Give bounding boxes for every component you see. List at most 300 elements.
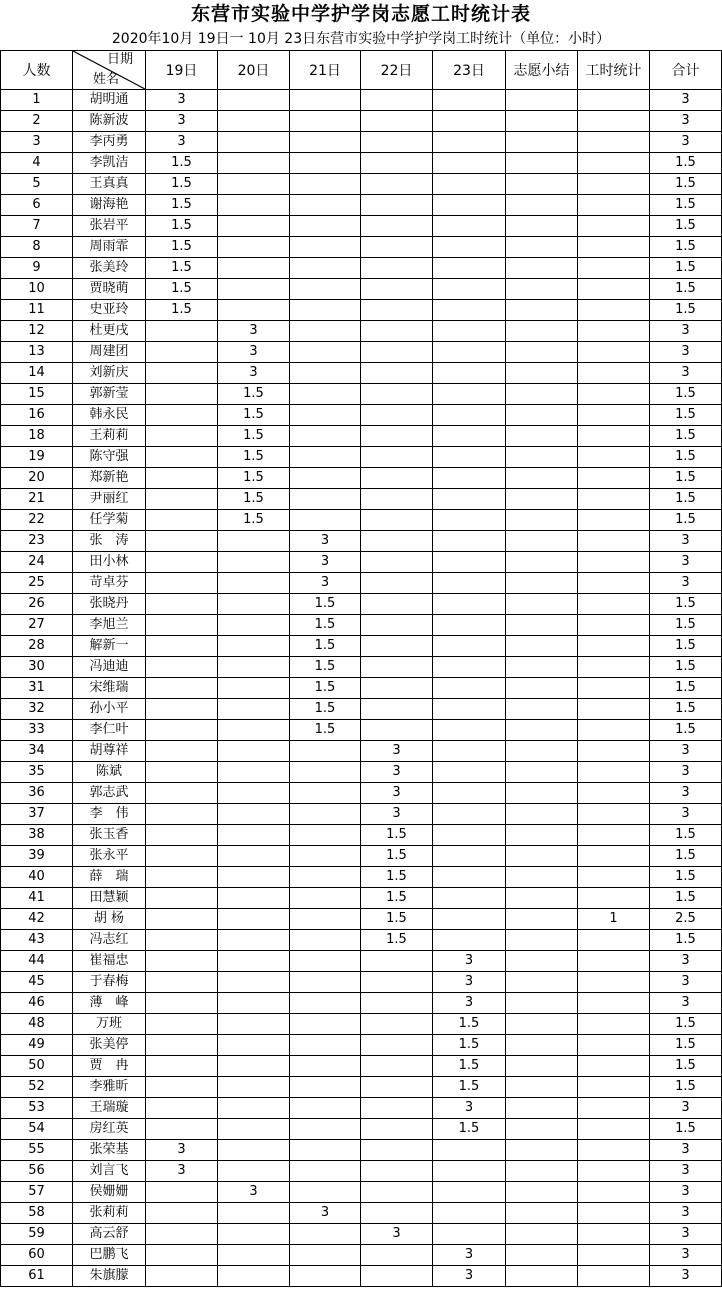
day-21-cell: 3 (290, 531, 361, 552)
day-20-cell (218, 699, 290, 720)
day-21-cell (290, 951, 361, 972)
hours-cell (578, 195, 650, 216)
table-row (1, 804, 722, 825)
hours-cell (578, 342, 650, 363)
table-row (1, 90, 722, 111)
table-row (1, 720, 722, 741)
index-cell: 18 (1, 426, 73, 447)
day-20-cell (218, 594, 290, 615)
total-cell: 1.5 (650, 384, 722, 405)
day-19-cell: 1.5 (146, 216, 218, 237)
day-20-cell (218, 300, 290, 321)
day-22-cell (361, 132, 433, 153)
day-20-cell (218, 636, 290, 657)
summary-cell (506, 195, 578, 216)
summary-cell (506, 1140, 578, 1161)
day-19-cell (146, 447, 218, 468)
total-cell: 1.5 (650, 258, 722, 279)
hours-cell (578, 1161, 650, 1182)
table-row (1, 615, 722, 636)
name-cell: 张莉莉 (73, 1203, 146, 1224)
day-20-cell (218, 846, 290, 867)
name-cell: 李旭兰 (73, 615, 146, 636)
hours-cell (578, 510, 650, 531)
day-20-cell: 3 (218, 1182, 290, 1203)
table-row (1, 132, 722, 153)
summary-cell (506, 825, 578, 846)
index-cell: 60 (1, 1245, 73, 1266)
name-cell: 郭志武 (73, 783, 146, 804)
day-19-cell (146, 909, 218, 930)
index-cell: 3 (1, 132, 73, 153)
summary-cell (506, 237, 578, 258)
table-row (1, 153, 722, 174)
day-20-cell: 1.5 (218, 384, 290, 405)
table-row (1, 279, 722, 300)
hours-cell (578, 1119, 650, 1140)
day-21-cell (290, 1140, 361, 1161)
total-cell: 1.5 (650, 426, 722, 447)
day-21-cell: 3 (290, 1203, 361, 1224)
table-row (1, 972, 722, 993)
day-21-cell (290, 384, 361, 405)
day-19-cell: 3 (146, 1140, 218, 1161)
summary-cell (506, 741, 578, 762)
name-cell: 贾 冉 (73, 1056, 146, 1077)
name-cell: 李丙勇 (73, 132, 146, 153)
day-19-cell: 1.5 (146, 279, 218, 300)
day-21-cell (290, 489, 361, 510)
name-cell: 王真真 (73, 174, 146, 195)
day-21-cell (290, 174, 361, 195)
index-cell: 52 (1, 1077, 73, 1098)
summary-cell (506, 1056, 578, 1077)
day-22-cell (361, 216, 433, 237)
table-row (1, 1140, 722, 1161)
day-19-cell (146, 825, 218, 846)
summary-cell (506, 594, 578, 615)
day-20-cell (218, 174, 290, 195)
day-23-cell: 1.5 (433, 1077, 506, 1098)
hours-cell (578, 1182, 650, 1203)
index-cell: 27 (1, 615, 73, 636)
day-23-cell: 1.5 (433, 1056, 506, 1077)
day-21-cell (290, 510, 361, 531)
day-23-cell (433, 762, 506, 783)
name-cell: 张岩平 (73, 216, 146, 237)
index-cell: 55 (1, 1140, 73, 1161)
hours-cell (578, 447, 650, 468)
name-cell: 韩永民 (73, 405, 146, 426)
name-cell: 苛卓芬 (73, 573, 146, 594)
total-cell: 1.5 (650, 930, 722, 951)
index-cell: 48 (1, 1014, 73, 1035)
index-cell: 11 (1, 300, 73, 321)
day-22-cell: 1.5 (361, 888, 433, 909)
day-19-cell: 1.5 (146, 174, 218, 195)
table-row (1, 867, 722, 888)
day-22-cell (361, 258, 433, 279)
total-cell: 3 (650, 1098, 722, 1119)
day-23-cell (433, 699, 506, 720)
index-cell: 14 (1, 363, 73, 384)
table-row (1, 426, 722, 447)
table-row (1, 174, 722, 195)
summary-cell (506, 678, 578, 699)
day-21-cell (290, 468, 361, 489)
total-cell: 1.5 (650, 846, 722, 867)
index-cell: 22 (1, 510, 73, 531)
hours-cell (578, 363, 650, 384)
index-cell: 38 (1, 825, 73, 846)
day-20-cell (218, 825, 290, 846)
summary-cell (506, 867, 578, 888)
day-23-cell (433, 636, 506, 657)
name-cell: 朱旗朦 (73, 1266, 146, 1287)
day-23-cell (433, 657, 506, 678)
day-22-cell: 1.5 (361, 867, 433, 888)
hours-cell (578, 552, 650, 573)
day-20-cell: 3 (218, 363, 290, 384)
day-21-cell (290, 321, 361, 342)
name-cell: 陈新波 (73, 111, 146, 132)
name-cell: 胡明通 (73, 90, 146, 111)
table-row (1, 300, 722, 321)
day-19-cell (146, 405, 218, 426)
table-row (1, 468, 722, 489)
day-20-cell (218, 573, 290, 594)
hours-cell (578, 720, 650, 741)
name-cell: 杜更戌 (73, 321, 146, 342)
table-row (1, 699, 722, 720)
day-19-cell: 3 (146, 1161, 218, 1182)
table-row (1, 1098, 722, 1119)
day-20-cell (218, 279, 290, 300)
summary-cell (506, 552, 578, 573)
day-19-cell (146, 783, 218, 804)
day-22-cell (361, 1077, 433, 1098)
day-20-cell: 1.5 (218, 426, 290, 447)
index-cell: 15 (1, 384, 73, 405)
day-22-cell (361, 678, 433, 699)
day-23-cell: 3 (433, 993, 506, 1014)
day-21-cell: 1.5 (290, 636, 361, 657)
table-row (1, 657, 722, 678)
hours-cell (578, 699, 650, 720)
total-cell: 1.5 (650, 174, 722, 195)
index-cell: 35 (1, 762, 73, 783)
total-cell: 1.5 (650, 510, 722, 531)
day-23-cell (433, 447, 506, 468)
day-22-cell (361, 594, 433, 615)
hours-cell (578, 1035, 650, 1056)
day-23-cell (433, 1161, 506, 1182)
hours-cell (578, 783, 650, 804)
summary-cell (506, 846, 578, 867)
day-23-cell: 1.5 (433, 1119, 506, 1140)
table-row (1, 1266, 722, 1287)
day-19-cell: 3 (146, 132, 218, 153)
name-cell: 李雅昕 (73, 1077, 146, 1098)
day-23-cell (433, 573, 506, 594)
header-date-label: 日期 (106, 52, 133, 67)
summary-cell (506, 783, 578, 804)
hours-cell (578, 993, 650, 1014)
total-cell: 3 (650, 804, 722, 825)
hours-cell (578, 237, 650, 258)
day-22-cell (361, 174, 433, 195)
total-cell: 1.5 (650, 699, 722, 720)
table-row (1, 1245, 722, 1266)
total-cell: 1.5 (650, 300, 722, 321)
table-row (1, 321, 722, 342)
day-21-cell (290, 846, 361, 867)
day-19-cell (146, 678, 218, 699)
total-cell: 3 (650, 531, 722, 552)
hours-cell (578, 867, 650, 888)
summary-cell (506, 510, 578, 531)
day-20-cell (218, 90, 290, 111)
day-23-cell (433, 321, 506, 342)
day-20-cell (218, 678, 290, 699)
day-23-cell (433, 1203, 506, 1224)
table-row (1, 930, 722, 951)
index-cell: 1 (1, 90, 73, 111)
summary-cell (506, 426, 578, 447)
day-21-cell (290, 909, 361, 930)
day-23-cell (433, 1140, 506, 1161)
table-row (1, 405, 722, 426)
day-23-cell (433, 552, 506, 573)
day-22-cell: 1.5 (361, 909, 433, 930)
index-cell: 24 (1, 552, 73, 573)
day-21-cell (290, 216, 361, 237)
hours-cell (578, 930, 650, 951)
summary-cell (506, 279, 578, 300)
total-cell: 1.5 (650, 216, 722, 237)
day-21-cell (290, 1077, 361, 1098)
day-22-cell (361, 468, 433, 489)
day-22-cell (361, 993, 433, 1014)
day-20-cell (218, 1161, 290, 1182)
index-cell: 49 (1, 1035, 73, 1056)
name-cell: 张荣基 (73, 1140, 146, 1161)
name-cell: 李 伟 (73, 804, 146, 825)
summary-cell (506, 342, 578, 363)
header-day-22: 22日 (361, 51, 433, 90)
summary-cell (506, 930, 578, 951)
summary-cell (506, 972, 578, 993)
day-20-cell: 1.5 (218, 510, 290, 531)
day-20-cell (218, 1140, 290, 1161)
day-22-cell (361, 90, 433, 111)
day-19-cell (146, 1014, 218, 1035)
name-cell: 高云舒 (73, 1224, 146, 1245)
day-19-cell (146, 1077, 218, 1098)
day-22-cell (361, 153, 433, 174)
hours-cell (578, 321, 650, 342)
day-20-cell (218, 783, 290, 804)
index-cell: 50 (1, 1056, 73, 1077)
name-cell: 王瑞璇 (73, 1098, 146, 1119)
day-20-cell (218, 1056, 290, 1077)
day-23-cell (433, 216, 506, 237)
day-21-cell (290, 300, 361, 321)
index-cell: 34 (1, 741, 73, 762)
total-cell: 1.5 (650, 657, 722, 678)
total-cell: 1.5 (650, 195, 722, 216)
hours-cell (578, 594, 650, 615)
index-cell: 12 (1, 321, 73, 342)
table-row (1, 678, 722, 699)
total-cell: 1.5 (650, 1035, 722, 1056)
name-cell: 冯迪迪 (73, 657, 146, 678)
day-21-cell (290, 762, 361, 783)
day-20-cell (218, 657, 290, 678)
day-23-cell (433, 741, 506, 762)
day-20-cell (218, 1203, 290, 1224)
day-21-cell (290, 426, 361, 447)
day-23-cell (433, 342, 506, 363)
total-cell: 1.5 (650, 1119, 722, 1140)
index-cell: 32 (1, 699, 73, 720)
summary-cell (506, 1245, 578, 1266)
day-21-cell (290, 405, 361, 426)
total-cell: 2.5 (650, 909, 722, 930)
day-19-cell (146, 1182, 218, 1203)
day-22-cell (361, 1182, 433, 1203)
day-19-cell (146, 1035, 218, 1056)
summary-cell (506, 405, 578, 426)
table-row (1, 846, 722, 867)
day-23-cell (433, 384, 506, 405)
summary-cell (506, 657, 578, 678)
day-22-cell: 1.5 (361, 846, 433, 867)
day-23-cell: 1.5 (433, 1035, 506, 1056)
total-cell: 3 (650, 363, 722, 384)
total-cell: 3 (650, 972, 722, 993)
day-23-cell (433, 489, 506, 510)
day-23-cell (433, 930, 506, 951)
summary-cell (506, 636, 578, 657)
hours-cell (578, 531, 650, 552)
name-cell: 孙小平 (73, 699, 146, 720)
day-22-cell (361, 531, 433, 552)
header-date-name (73, 51, 146, 90)
name-cell: 周雨霏 (73, 237, 146, 258)
hours-cell (578, 1098, 650, 1119)
day-19-cell (146, 552, 218, 573)
summary-cell (506, 153, 578, 174)
summary-cell (506, 111, 578, 132)
day-22-cell (361, 1035, 433, 1056)
hours-cell (578, 741, 650, 762)
day-21-cell (290, 111, 361, 132)
day-21-cell (290, 804, 361, 825)
table-row (1, 258, 722, 279)
table-row (1, 363, 722, 384)
name-cell: 房红英 (73, 1119, 146, 1140)
table-row (1, 825, 722, 846)
table-header-row (1, 51, 722, 90)
summary-cell (506, 1203, 578, 1224)
day-23-cell (433, 888, 506, 909)
day-23-cell (433, 720, 506, 741)
day-20-cell (218, 615, 290, 636)
index-cell: 42 (1, 909, 73, 930)
day-19-cell (146, 657, 218, 678)
table-row (1, 531, 722, 552)
name-cell: 田小林 (73, 552, 146, 573)
summary-cell (506, 321, 578, 342)
day-19-cell: 1.5 (146, 153, 218, 174)
name-cell: 田慧颖 (73, 888, 146, 909)
table-row (1, 489, 722, 510)
name-cell: 郑新艳 (73, 468, 146, 489)
total-cell: 1.5 (650, 615, 722, 636)
total-cell: 1.5 (650, 1014, 722, 1035)
summary-cell (506, 258, 578, 279)
day-20-cell (218, 1035, 290, 1056)
day-23-cell (433, 531, 506, 552)
total-cell: 3 (650, 1182, 722, 1203)
hours-cell (578, 888, 650, 909)
table-row (1, 384, 722, 405)
day-19-cell (146, 993, 218, 1014)
day-22-cell (361, 279, 433, 300)
day-22-cell (361, 1140, 433, 1161)
day-23-cell (433, 258, 506, 279)
hours-cell (578, 174, 650, 195)
name-cell: 陈斌 (73, 762, 146, 783)
day-21-cell (290, 1266, 361, 1287)
table-row (1, 1056, 722, 1077)
day-20-cell (218, 972, 290, 993)
total-cell: 1.5 (650, 678, 722, 699)
hours-cell (578, 258, 650, 279)
day-23-cell (433, 363, 506, 384)
day-23-cell (433, 867, 506, 888)
day-20-cell: 1.5 (218, 405, 290, 426)
name-cell: 史亚玲 (73, 300, 146, 321)
day-22-cell (361, 405, 433, 426)
summary-cell (506, 1098, 578, 1119)
total-cell: 1.5 (650, 888, 722, 909)
day-19-cell (146, 594, 218, 615)
summary-cell (506, 615, 578, 636)
table-row (1, 741, 722, 762)
table-row (1, 342, 722, 363)
day-20-cell (218, 1098, 290, 1119)
day-21-cell: 3 (290, 573, 361, 594)
index-cell: 56 (1, 1161, 73, 1182)
total-cell: 1.5 (650, 279, 722, 300)
hours-cell (578, 384, 650, 405)
day-21-cell: 1.5 (290, 594, 361, 615)
hours-cell (578, 111, 650, 132)
day-23-cell (433, 111, 506, 132)
day-23-cell: 3 (433, 1098, 506, 1119)
day-20-cell (218, 1014, 290, 1035)
day-20-cell (218, 237, 290, 258)
day-19-cell (146, 1203, 218, 1224)
index-cell: 39 (1, 846, 73, 867)
summary-cell (506, 531, 578, 552)
table-row (1, 762, 722, 783)
name-cell: 谢海艳 (73, 195, 146, 216)
day-21-cell (290, 993, 361, 1014)
day-23-cell: 3 (433, 1266, 506, 1287)
